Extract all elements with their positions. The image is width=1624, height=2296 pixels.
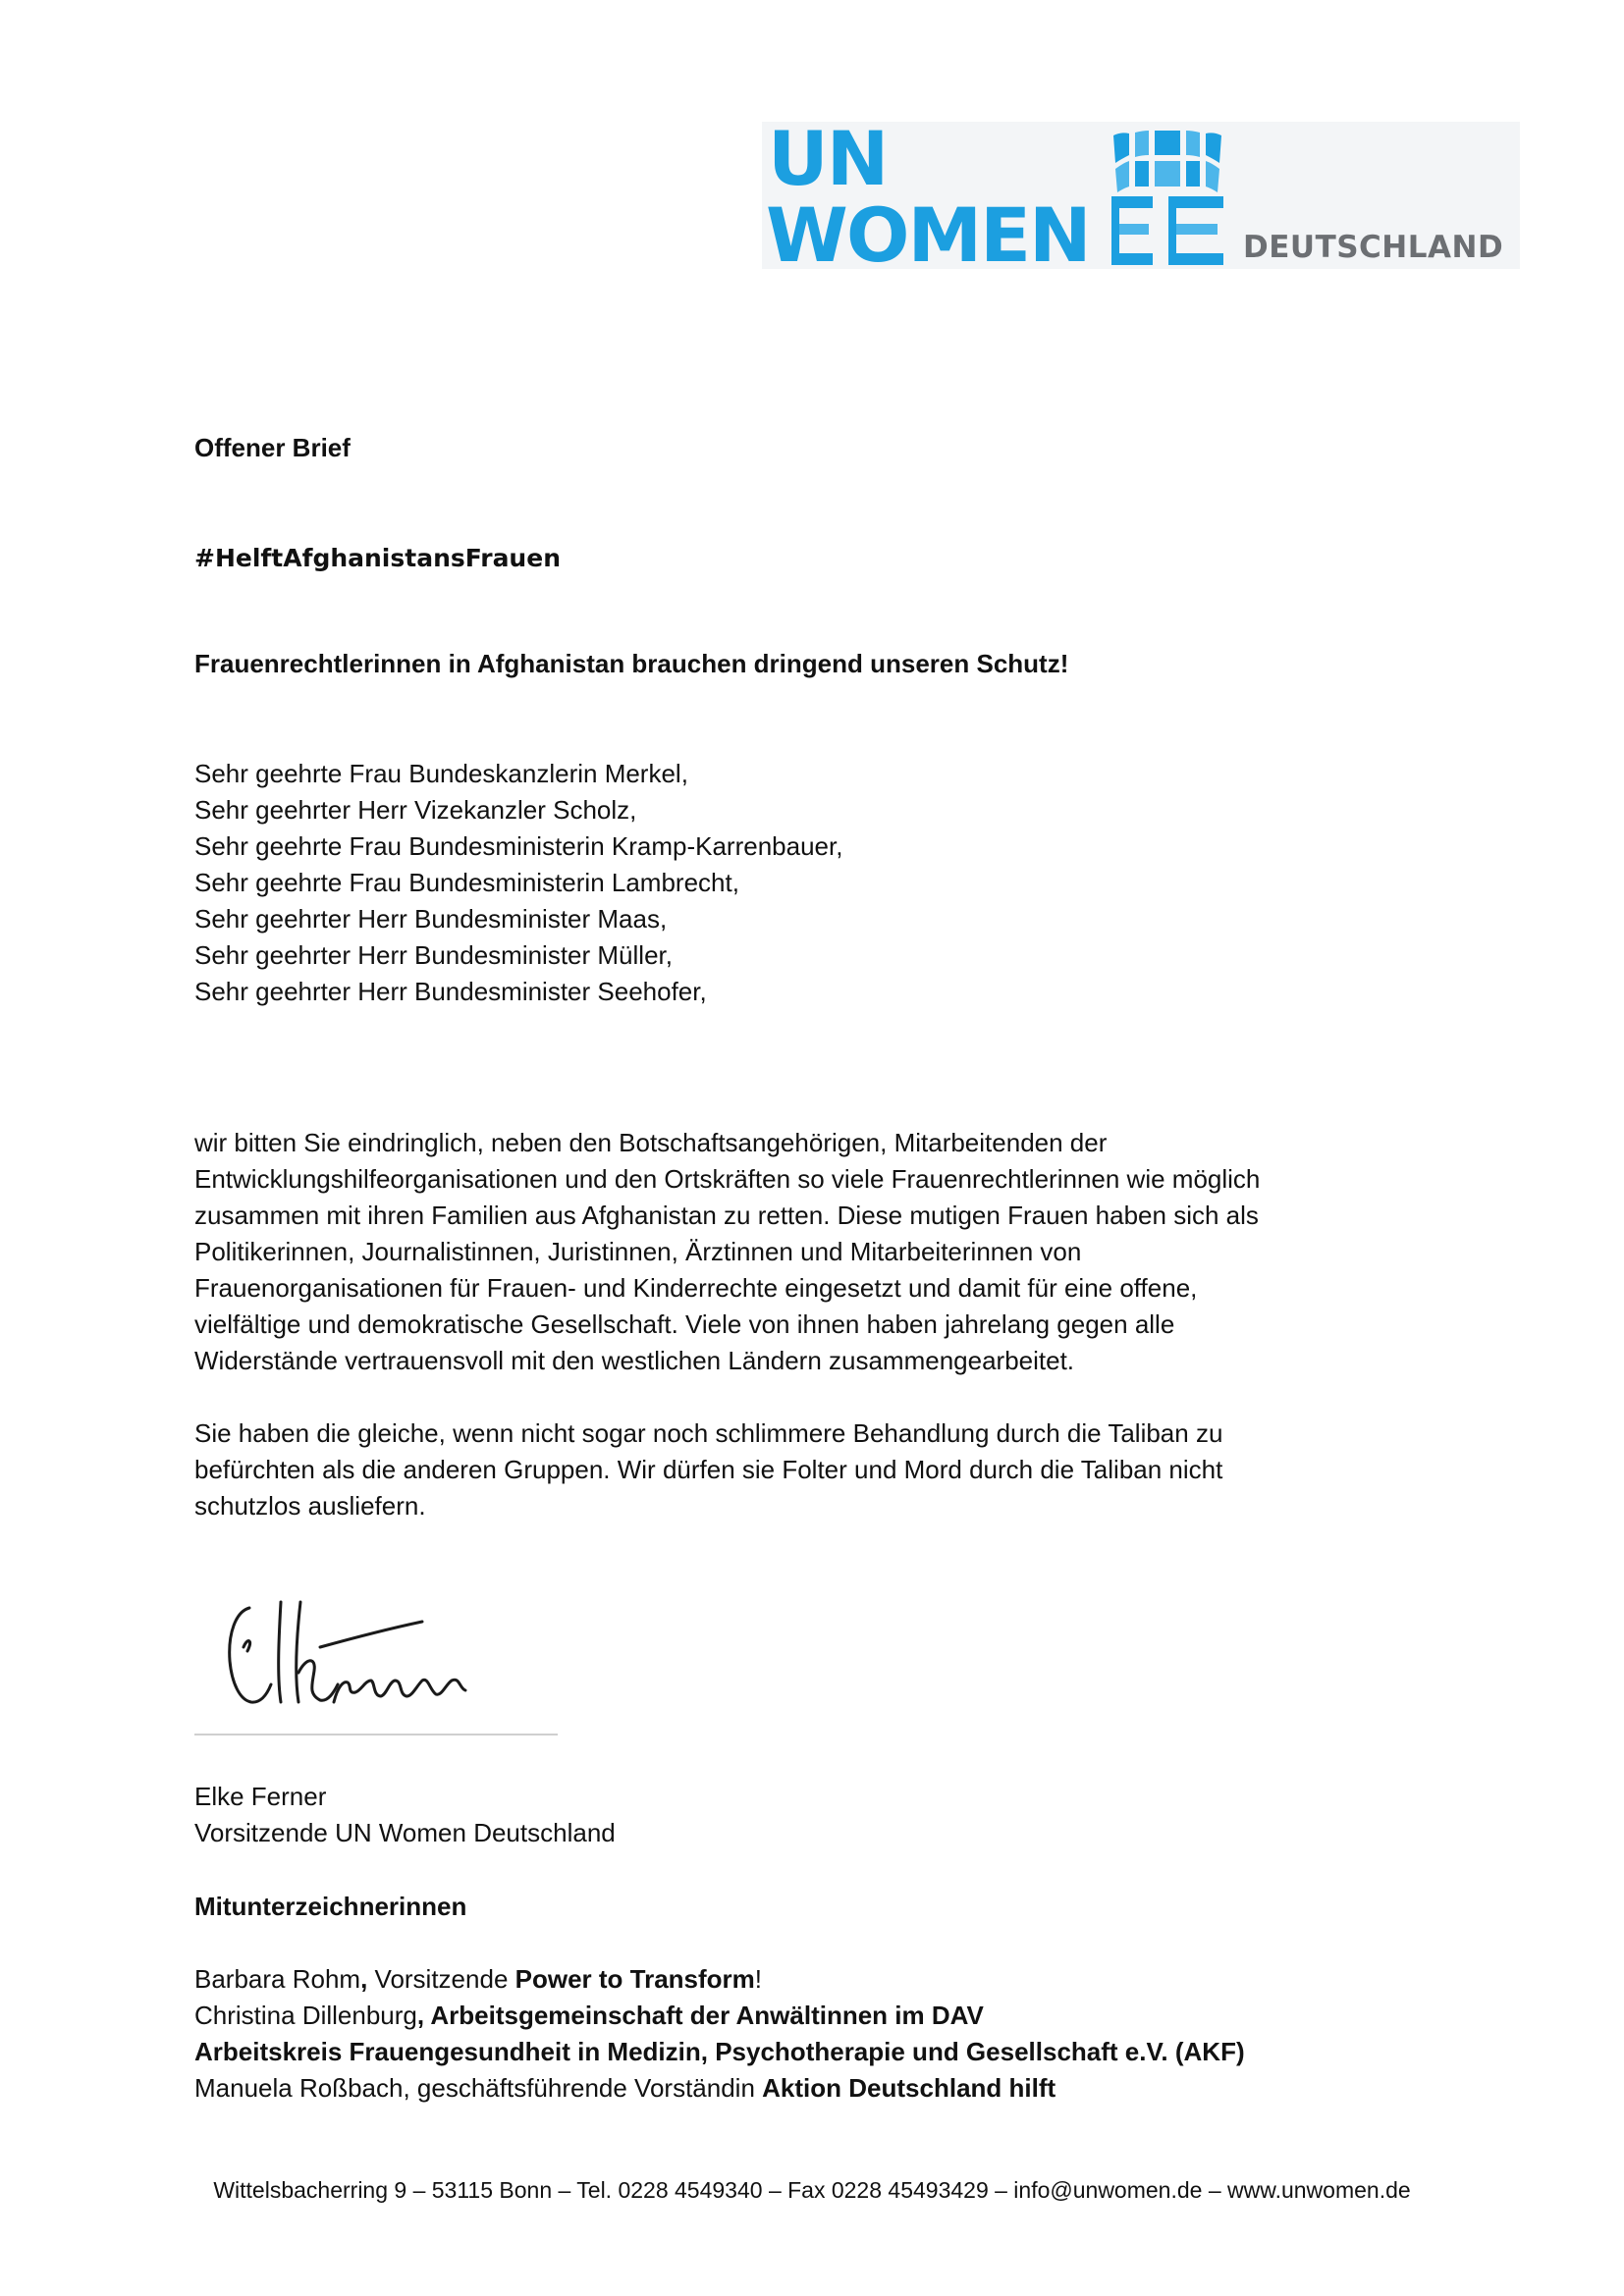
- paragraph-line: zusammen mit ihren Familien aus Afghanistan zu retten. Diese mutigen Frauen haben sich als: [194, 1201, 1259, 1230]
- cosigner-line: [194, 1998, 984, 2034]
- cosigner-organization: Aktion Deutschland hilft: [762, 2073, 1056, 2103]
- cosigner-separator: ,: [360, 1964, 368, 1994]
- cosigner-line: Arbeitskreis Frauengesundheit in Medizin, Psychotherapie und Gesellschaft e.V. (AKF): [194, 2037, 1245, 2066]
- un-emblem-icon: [1110, 130, 1225, 267]
- cosigner-punctuation: !: [754, 1964, 763, 1994]
- letter-hashtag: #HelftAfghanistansFrauen: [194, 544, 561, 572]
- cosigner-name: Barbara Rohm: [194, 1964, 361, 1994]
- cosigners-heading: Mitunterzeichnerinnen: [194, 1892, 467, 1921]
- un-women-logo: [762, 115, 1520, 279]
- signer-name: Elke Ferner: [194, 1782, 327, 1811]
- paragraph-line: Widerstände vertrauensvoll mit den westlichen Ländern zusammengearbeitet.: [194, 1346, 1075, 1375]
- logo-text-un: UN: [768, 115, 888, 202]
- paragraph-line: Entwicklungshilfeorganisationen und den Ortskräften so viele Frauenrechtlerinnen wie möglich: [194, 1164, 1261, 1194]
- paragraph-line: wir bitten Sie eindringlich, neben den Botschaftsangehörigen, Mitarbeitenden der: [194, 1128, 1108, 1157]
- paragraph-line: Sie haben die gleiche, wenn nicht sogar noch schlimmere Behandlung durch die Taliban zu: [194, 1418, 1223, 1448]
- salutation-line: Sehr geehrte Frau Bundesministerin Kramp-Karrenbauer,: [194, 831, 843, 861]
- salutation-line: Sehr geehrte Frau Bundesministerin Lambrecht,: [194, 868, 739, 897]
- cosigner-line: [194, 2070, 1056, 2107]
- cosigner-organization: , Arbeitsgemeinschaft der Anwältinnen im DAV: [416, 2001, 984, 2030]
- salutation-line: Sehr geehrter Herr Bundesminister Seehofer,: [194, 977, 707, 1006]
- signer-title: Vorsitzende UN Women Deutschland: [194, 1818, 616, 1847]
- logo-text-women: WOMEN: [766, 191, 1090, 279]
- salutation-line: Sehr geehrter Herr Vizekanzler Scholz,: [194, 795, 637, 825]
- salutation-line: Sehr geehrte Frau Bundeskanzlerin Merkel,: [194, 759, 688, 788]
- logo-text-country: DEUTSCHLAND: [1243, 230, 1504, 265]
- paragraph-line: befürchten als die anderen Gruppen. Wir dürfen sie Folter und Mord durch die Taliban nicht: [194, 1455, 1223, 1484]
- paragraph-line: vielfältige und demokratische Gesellschaft. Viele von ihnen haben jahrelang gegen alle: [194, 1309, 1175, 1339]
- paragraph-line: Frauenorganisationen für Frauen- und Kinderrechte eingesetzt und damit für eine offene,: [194, 1273, 1198, 1303]
- handwritten-signature: [218, 1578, 552, 1726]
- paragraph-line: Politikerinnen, Journalistinnen, Juristinnen, Ärztinnen und Mitarbeiterinnen von: [194, 1237, 1082, 1266]
- letter-type: Offener Brief: [194, 433, 351, 462]
- cosigner-line: [194, 1961, 762, 1998]
- signature-line: [194, 1734, 558, 1735]
- footer-contact: Wittelsbacherring 9 – 53115 Bonn – Tel. 0228 4549340 – Fax 0228 45493429 – info@unwomen.de – www.unwomen.de: [213, 2177, 1411, 2203]
- letter-subject: Frauenrechtlerinnen in Afghanistan brauchen dringend unseren Schutz!: [194, 649, 1069, 678]
- salutation-line: Sehr geehrter Herr Bundesminister Müller,: [194, 940, 673, 970]
- cosigner-name: Christina Dillenburg: [194, 2001, 417, 2030]
- cosigner-role: Vorsitzende: [367, 1964, 515, 1994]
- paragraph-line: schutzlos ausliefern.: [194, 1491, 426, 1521]
- cosigner-name-role: Manuela Roßbach, geschäftsführende Vorständin: [194, 2073, 763, 2103]
- salutation-line: Sehr geehrter Herr Bundesminister Maas,: [194, 904, 668, 934]
- cosigner-organization: Power to Transform: [514, 1964, 755, 1994]
